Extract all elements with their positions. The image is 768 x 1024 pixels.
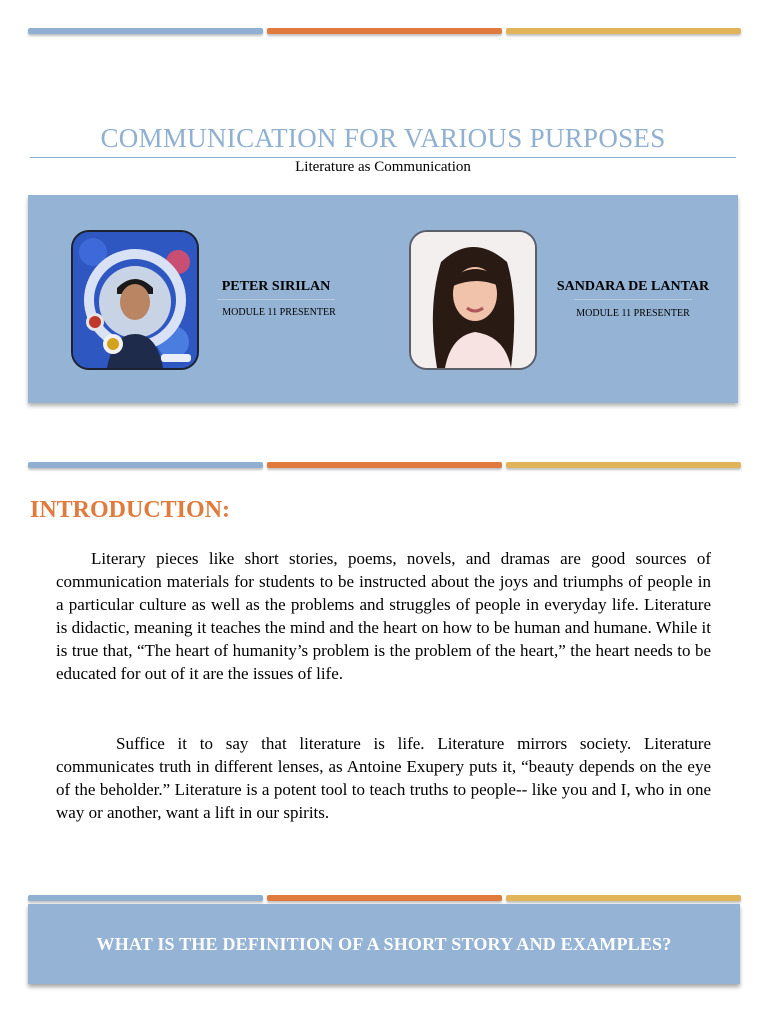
bottom-divider — [28, 895, 741, 903]
divider-orange-segment — [267, 895, 502, 901]
divider-gold-segment — [506, 28, 741, 34]
question-banner-text: WHAT IS THE DEFINITION OF A SHORT STORY AND EXAMPLES? — [96, 933, 672, 954]
presenter-divider-2 — [574, 299, 692, 300]
presenters-panel — [28, 195, 738, 403]
introduction-heading: INTRODUCTION: — [30, 497, 231, 523]
divider-blue-segment — [28, 28, 263, 34]
presenter-photo-sandara — [409, 230, 537, 370]
introduction-paragraph-1: Literary pieces like short stories, poems, novels, and dramas are good sources of communication materials for students to be instructed about the joys and triumphs of people in a particular culture as well as the problems and struggles of people in everyday life. Literature is didactic, meaning it teaches the mind and the heart on how to be human and humane. While it is true that, “The heart of humanity’s problem is the problem of the heart,” the heart needs to be educated for out of it are the issues of life. — [56, 549, 711, 683]
page-title: COMMUNICATION FOR VARIOUS PURPOSES — [100, 123, 666, 153]
presenter-portrait-image — [73, 232, 197, 368]
presenter-name-2: SANDARA DE LANTAR — [556, 279, 710, 294]
presenter-portrait-image — [411, 232, 535, 368]
top-divider — [28, 28, 741, 36]
presenter-role-1: MODULE 11 PRESENTER — [222, 307, 336, 318]
presenter-photo-peter — [71, 230, 199, 370]
middle-divider — [28, 462, 741, 470]
question-banner — [28, 904, 740, 984]
divider-gold-segment — [506, 895, 741, 901]
presenter-name-1: PETER SIRILAN — [221, 279, 331, 294]
divider-orange-segment — [267, 462, 502, 468]
page-subtitle: Literature as Communication — [295, 159, 471, 175]
presenter-role-2: MODULE 11 PRESENTER — [576, 308, 690, 319]
divider-blue-segment — [28, 895, 263, 901]
divider-blue-segment — [28, 462, 263, 468]
introduction-paragraph-2: Suffice it to say that literature is life. Literature mirrors society. Literature communicates truth in different lenses, as Antoine Exupery puts it, “beauty depends on the eye of the beholder.” Literature is a potent tool to teach truths to people-- like you and I, who in one way or another, want a lift in our spirits. — [56, 734, 711, 822]
presenter-divider-1 — [217, 299, 335, 300]
divider-gold-segment — [506, 462, 741, 468]
divider-orange-segment — [267, 28, 502, 34]
